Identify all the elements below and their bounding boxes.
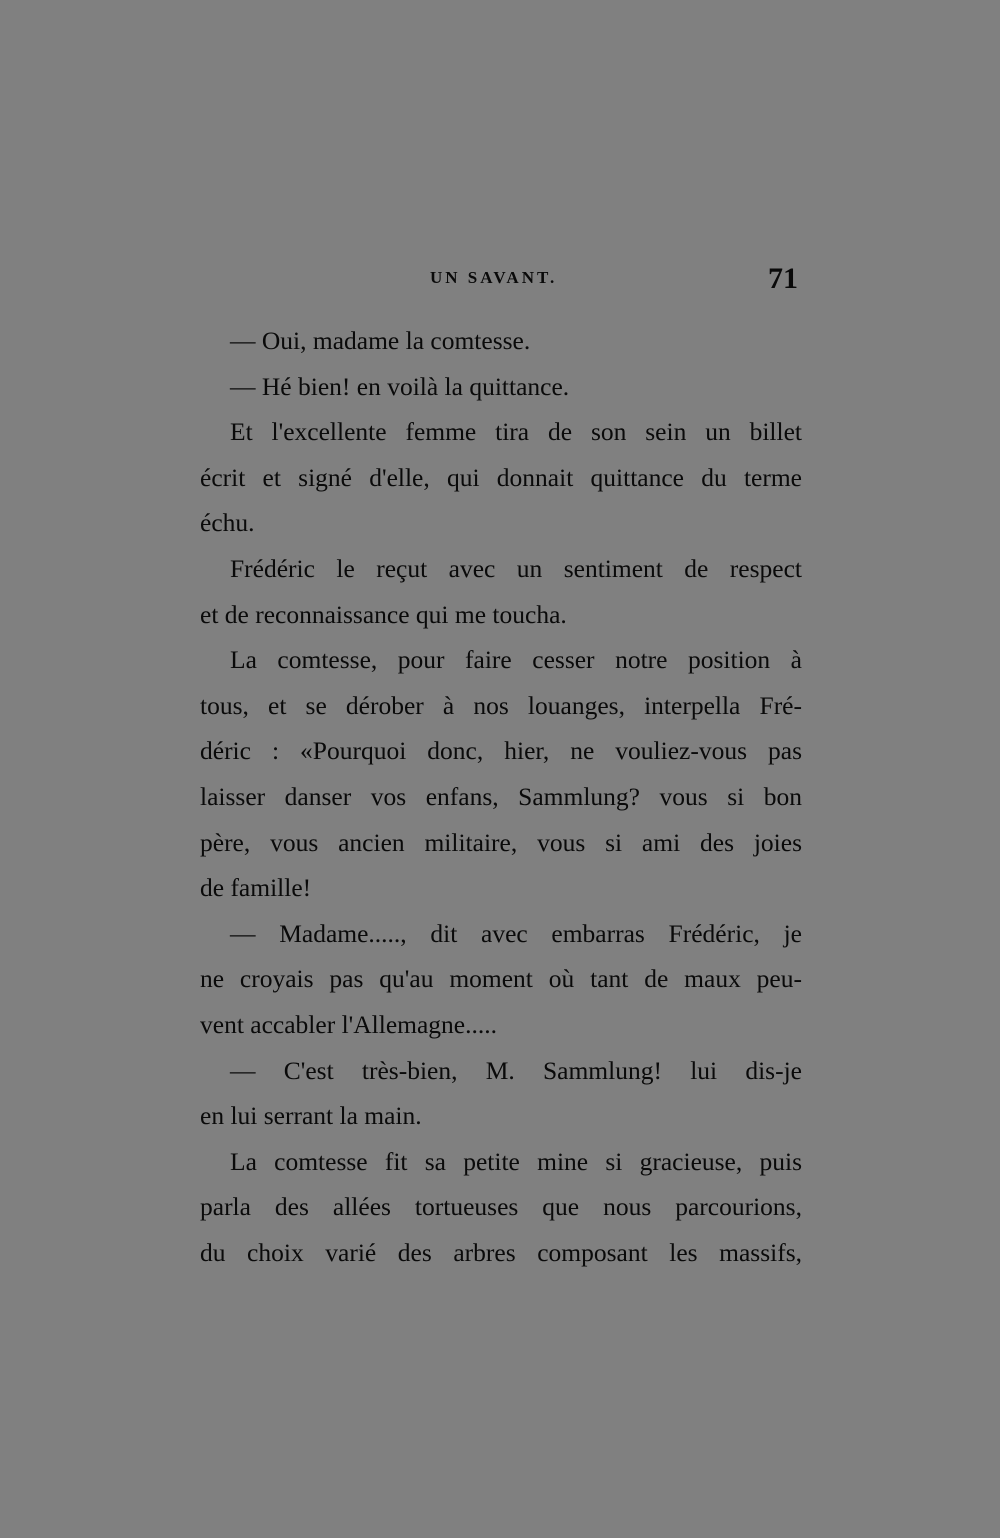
text-line: — Madame....., dit avec embarras Frédéric, je (230, 918, 802, 948)
body-text (200, 318, 802, 1275)
text-line: laisser danser vos enfans, Sammlung? vous si bon (200, 781, 802, 811)
page-number: 71 (768, 262, 798, 295)
text-line: — C'est très-bien, M. Sammlung! lui dis-je (230, 1055, 802, 1085)
text-line: La comtesse fit sa petite mine si gracieuse, puis (230, 1146, 802, 1176)
text-line: parla des allées tortueuses que nous parcourions, (200, 1192, 802, 1222)
text-line: — Hé bien! en voilà la quittance. (230, 371, 570, 401)
text-line: père, vous ancien militaire, vous si ami des joies (200, 827, 802, 857)
text-line: déric : «Pourquoi donc, hier, ne vouliez-vous pas (200, 736, 802, 766)
text-line: du choix varié des arbres composant les massifs, (200, 1237, 802, 1267)
page-header (200, 262, 802, 302)
text-line: écrit et signé d'elle, qui donnait quittance du terme (200, 462, 802, 492)
running-title: UN SAVANT. (430, 268, 558, 287)
text-line: de famille! (200, 873, 312, 903)
text-line: vent accabler l'Allemagne..... (200, 1009, 497, 1039)
text-line: La comtesse, pour faire cesser notre position à (230, 645, 802, 675)
text-line: en lui serrant la main. (200, 1101, 422, 1131)
text-line: échu. (200, 508, 255, 538)
text-line: Frédéric le reçut avec un sentiment de respect (230, 553, 802, 583)
text-line: Et l'excellente femme tira de son sein un billet (230, 417, 802, 447)
text-line: et de reconnaissance qui me toucha. (200, 599, 567, 629)
text-line: — Oui, madame la comtesse. (230, 326, 531, 355)
text-line: tous, et se dérober à nos louanges, interpella Fré- (200, 690, 802, 720)
text-line: ne croyais pas qu'au moment où tant de maux peu- (200, 964, 802, 994)
